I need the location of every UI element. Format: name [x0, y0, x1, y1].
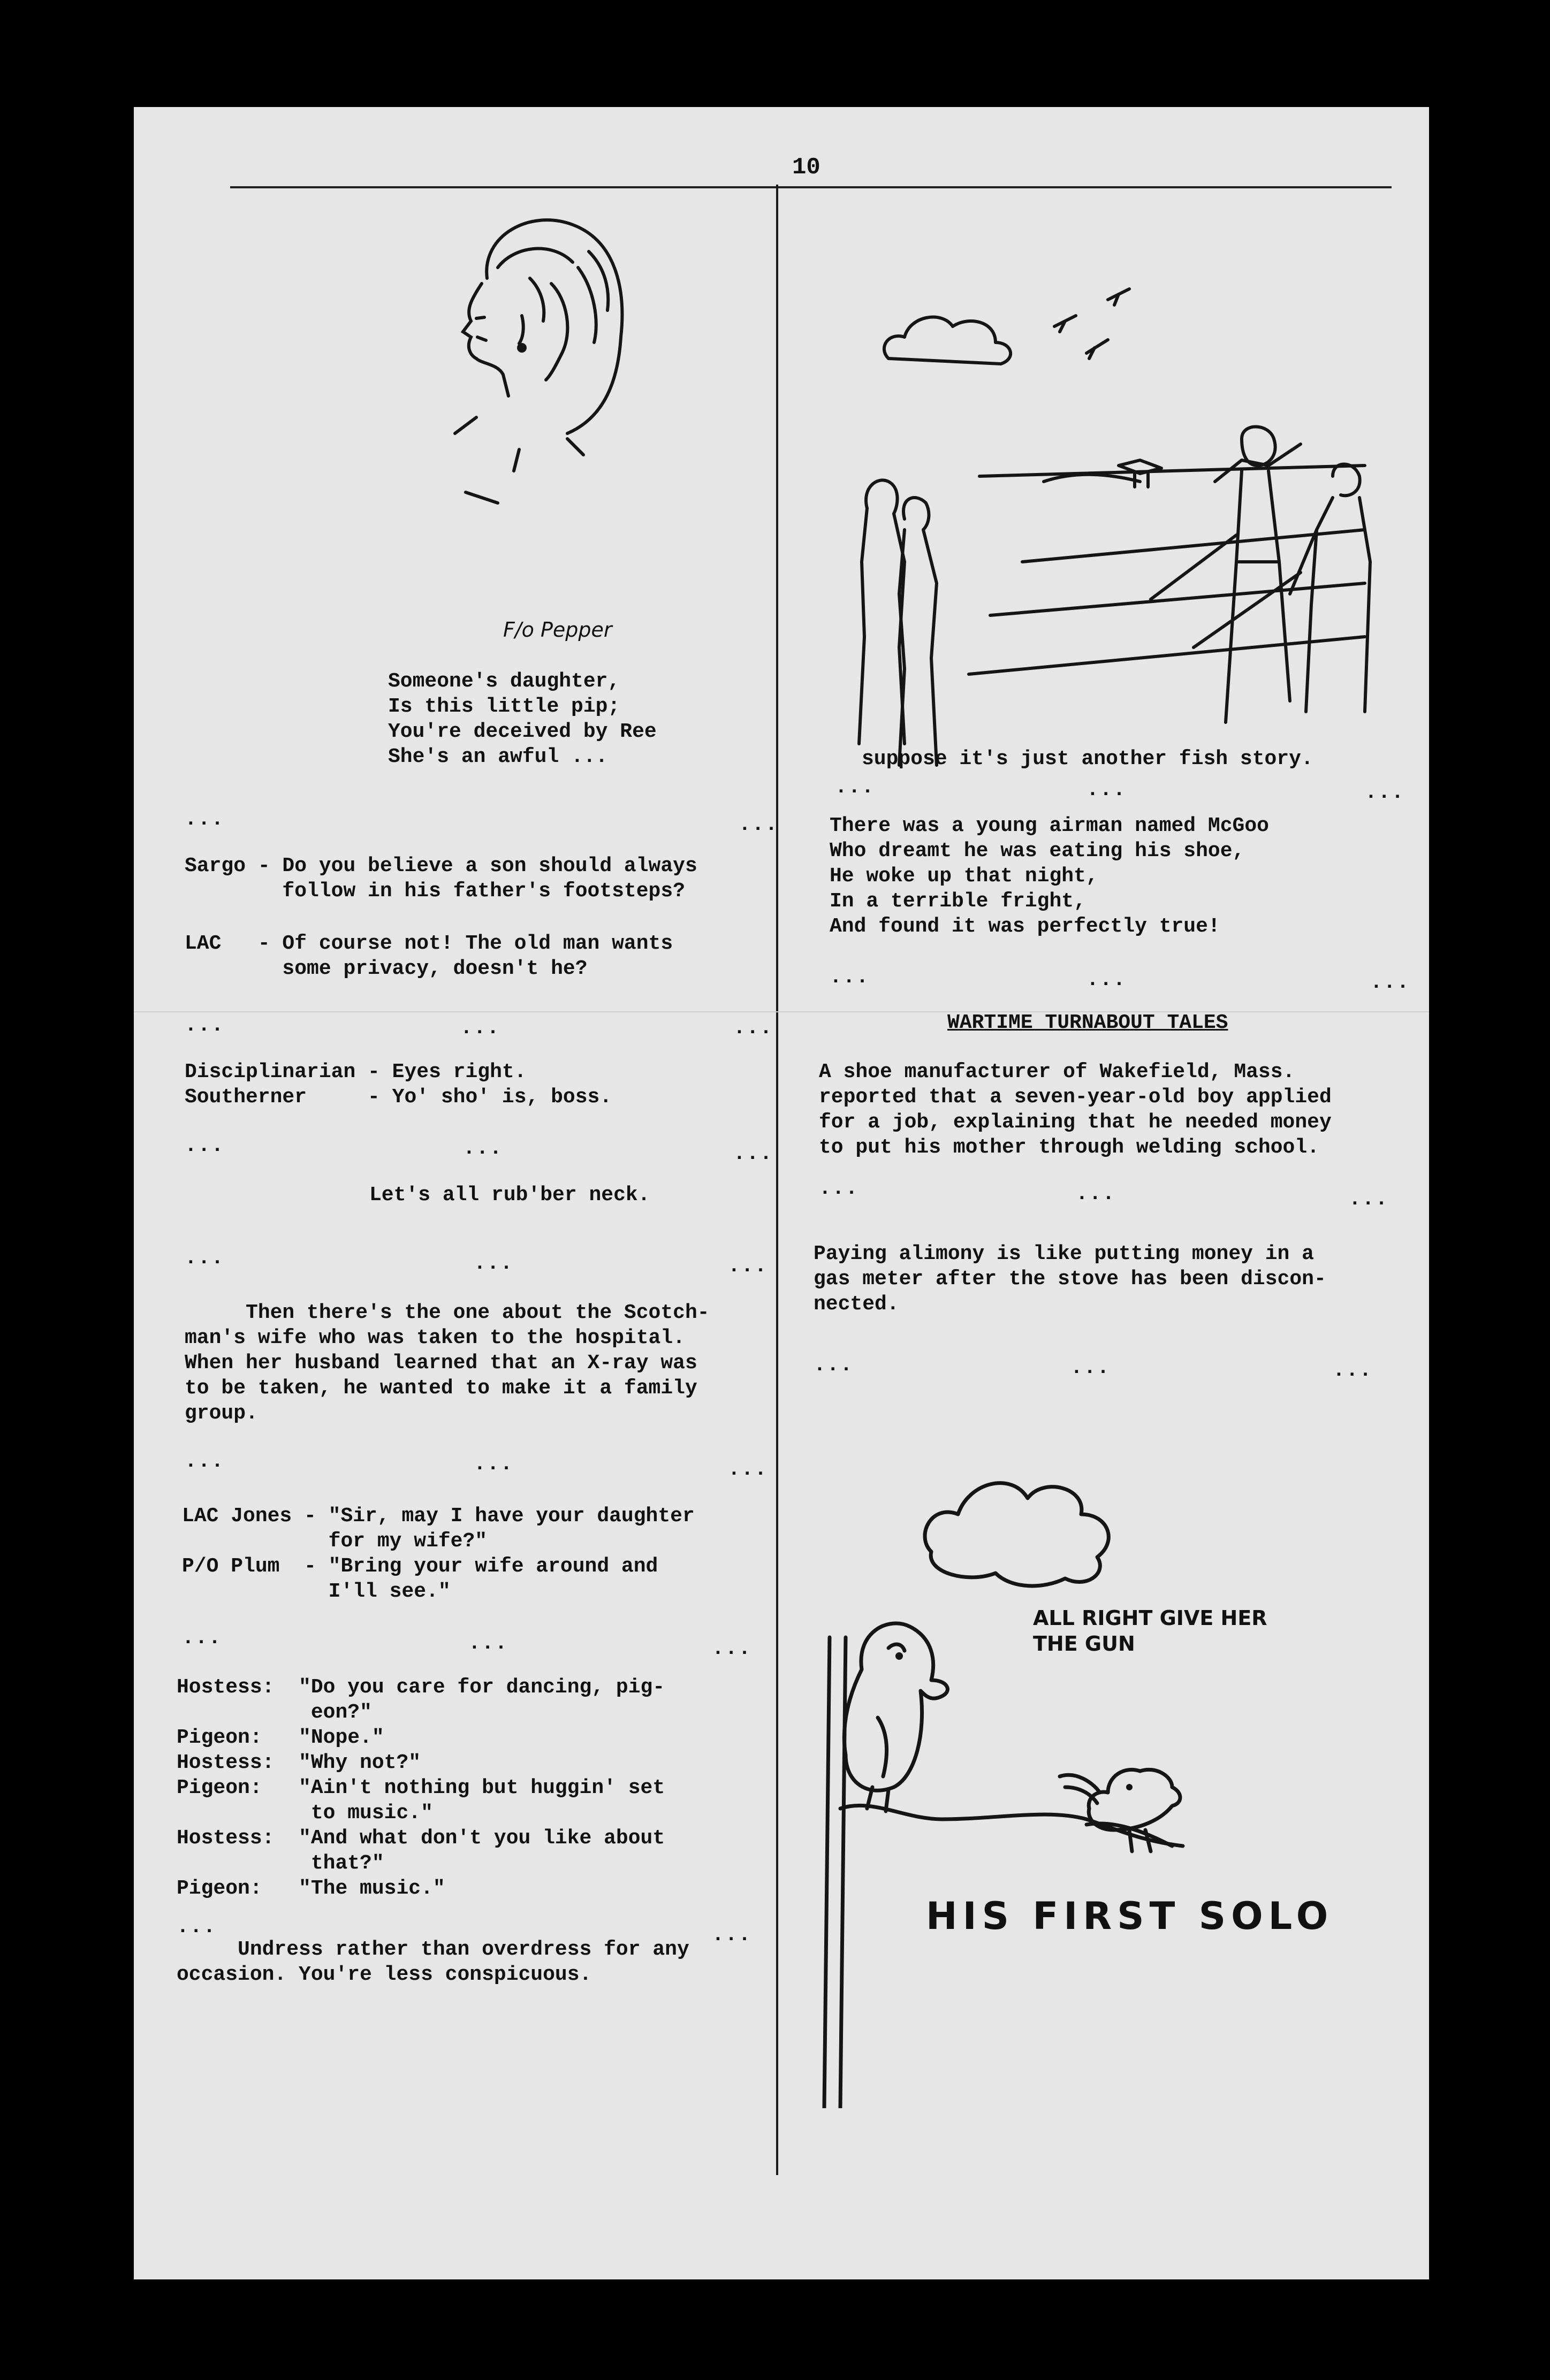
separator-dots: ...	[733, 1017, 773, 1040]
wartime-turnabout-heading: WARTIME TURNABOUT TALES	[947, 1011, 1228, 1034]
page-number: 10	[792, 154, 820, 181]
separator-dots: ...	[185, 1450, 225, 1473]
page-fold	[134, 1011, 1429, 1012]
separator-dots: ...	[1086, 968, 1127, 991]
separator-dots: ...	[739, 813, 779, 836]
top-rule	[230, 186, 1392, 188]
joke-scotchman-text: Then there's the one about the Scotch- man's wife who was taken to the hospital. When her husband learned that an X-ray was to be taken, he wanted to make it a family group.	[185, 1301, 710, 1425]
his-first-solo-caption: HIS FIRST SOLO	[926, 1894, 1334, 1938]
separator-dots: ...	[1349, 1188, 1389, 1211]
fish-story-caption: suppose it's just another fish story.	[862, 747, 1313, 771]
joke-pigeon-dialogue: Hostess: "Do you care for dancing, pig- eon?" Pigeon: "Nope." Hostess: "Why not?" Pigeon: "Ain't nothing but huggin' set to music." Hostess: "And what don't you like about that?" Pigeon: "The music."	[177, 1676, 665, 1900]
artist-signature: F/o Pepper	[503, 618, 612, 642]
separator-dots: ...	[185, 808, 225, 831]
tale-shoe-manufacturer: A shoe manufacturer of Wakefield, Mass. reported that a seven-year-old boy applied for a job, explaining that he needed money to put his mother through welding school.	[819, 1061, 1332, 1159]
separator-dots: ...	[185, 1247, 225, 1270]
separator-dots: ...	[177, 1916, 217, 1939]
separator-dots: ...	[712, 1924, 752, 1947]
separator-dots: ...	[185, 1134, 225, 1157]
limerick-mcgoo: There was a young airman named McGoo Who dreamt he was eating his shoe, He woke up that night, In a terrible fright, And found it was perfectly true!	[830, 814, 1269, 938]
joke-disciplinarian-text: Disciplinarian - Eyes right. Southerner - Yo' sho' is, boss.	[185, 1061, 612, 1109]
separator-dots: ...	[1333, 1359, 1373, 1382]
separator-dots: ...	[814, 1354, 854, 1377]
separator-dots: ...	[1370, 971, 1410, 994]
separator-dots: ...	[1070, 1356, 1111, 1379]
typed-page	[134, 107, 1429, 2279]
airfield-scene-illustration	[819, 230, 1381, 872]
separator-dots: ...	[1086, 779, 1127, 802]
joke-undress-text: Undress rather than overdress for any occasion. You're less conspicuous.	[177, 1938, 689, 1986]
joke-sargo-text: Sargo - Do you believe a son should always follow in his father's footsteps?	[185, 855, 697, 903]
joke-rubber-neck: Let's all rub'ber neck.	[369, 1184, 650, 1207]
joke-lac-jones-text: LAC Jones - "Sir, may I have your daughter for my wife?" P/O Plum - "Bring your wife around and I'll see."	[182, 1505, 695, 1603]
separator-dots: ...	[1076, 1183, 1116, 1206]
separator-dots: ...	[728, 1255, 768, 1278]
separator-dots: ...	[835, 776, 875, 799]
separator-dots: ...	[460, 1017, 500, 1040]
tale-alimony: Paying alimony is like putting money in a gas meter after the stove has been discon- nected.	[814, 1242, 1326, 1316]
joke-lac-text: LAC - Of course not! The old man wants some privacy, doesn't he?	[185, 932, 673, 980]
birds-cartoon-illustration	[808, 1413, 1397, 2108]
separator-dots: ...	[474, 1453, 514, 1476]
separator-dots: ...	[728, 1458, 768, 1481]
separator-dots: ...	[733, 1142, 773, 1165]
column-divider	[776, 185, 778, 2175]
separator-dots: ...	[185, 1014, 225, 1037]
bird-speech-text: ALL RIGHT GIVE HER THE GUN	[1033, 1606, 1267, 1656]
separator-dots: ...	[1365, 781, 1405, 804]
woman-portrait-illustration	[391, 203, 690, 535]
separator-dots: ...	[712, 1637, 752, 1660]
separator-dots: ...	[474, 1252, 514, 1275]
poem-someones-daughter: Someone's daughter, Is this little pip; You're deceived by Ree She's an awful ...	[388, 670, 657, 768]
separator-dots: ...	[463, 1137, 503, 1160]
separator-dots: ...	[830, 966, 870, 989]
separator-dots: ...	[182, 1627, 222, 1650]
separator-dots: ...	[819, 1177, 859, 1200]
separator-dots: ...	[468, 1632, 508, 1655]
